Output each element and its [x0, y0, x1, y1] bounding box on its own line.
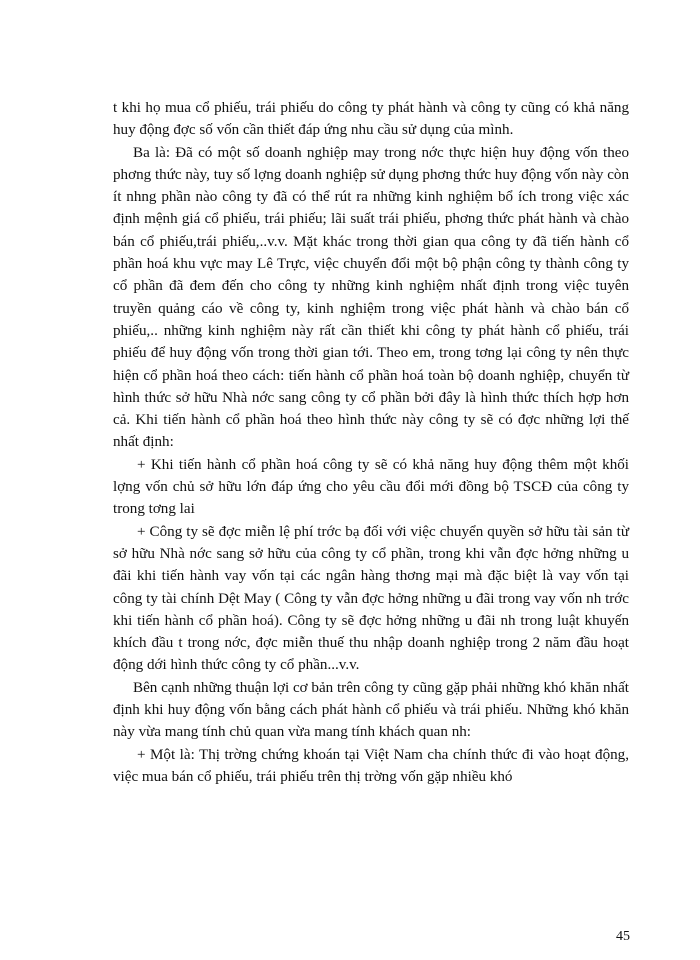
bullet-paragraph-tax: + Công ty sẽ đợc miễn lệ phí trớc bạ đối với việc chuyển quyền sở hữu tài sản từ sở hữu Nhà nớc sang sở hữu của công ty cổ phần, trong khi vẫn đợc hởng những u đãi khi tiến hành vay vốn tại các ngân hàng thơng mại mà đặc biệt là vay vốn tại công ty tài chính Dệt May ( Công ty vẫn đợc hởng những u đãi trong vay vốn nh trớc khi tiến hành cổ phần hoá). Công ty sẽ đợc hởng những u đãi nh trong luật khuyến khích đầu t trong nớc, đợc miễn thuế thu nhập doanh nghiệp trong 2 năm đầu hoạt động dới hình thức công ty cổ phần...v.v.	[113, 523, 629, 674]
body-text	[113, 97, 629, 788]
paragraph-difficulties: Bên cạnh những thuận lợi cơ bản trên công ty cũng gặp phải những khó khăn nhất định khi huy động vốn bằng cách phát hành cổ phiếu và trái phiếu. Những khó khăn này vừa mang tính chủ quan vừa mang tính khách quan nh:	[113, 679, 629, 741]
paragraph-continuation: t khi họ mua cổ phiếu, trái phiếu do công ty phát hành và công ty cũng có khả năng huy động đợc số vốn cần thiết đáp ứng nhu cầu sử dụng của mình.	[113, 100, 629, 139]
page-number: 45	[616, 929, 630, 944]
bullet-paragraph-market: + Một là: Thị trờng chứng khoán tại Việt Nam cha chính thức đi vào hoạt động, việc mua bán cổ phiếu, trái phiếu trên thị trờng vốn gặp nhiều khó	[113, 746, 629, 785]
paragraph-ba-la: Ba là: Đã có một số doanh nghiệp may trong nớc thực hiện huy động vốn theo phơng thức này, tuy số lợng doanh nghiệp sử dụng phơng thức huy động vốn này còn ít nhng phần nào công ty đã có thể rút ra những kinh nghiệm bổ ích trong việc xác định mệnh giá cổ phiếu, trái phiếu; lãi suất trái phiếu, phơng thức phát hành và chào bán cổ phiếu,trái phiếu,..v.v. Mặt khác trong thời gian qua công ty đã tiến hành cổ phần hoá khu vực may Lê Trực, việc chuyển đổi một bộ phận công ty thành công ty cổ phần đã đem đến cho công ty những kinh nghiệm nhất định trong việc tuyên truyền quảng cáo về công ty, kinh nghiệm trong việc phát hành và chào bán cổ phiếu,.. những kinh nghiệm này rất cần thiết khi công ty phát hành cổ phiếu, trái phiếu để huy động vốn trong thời gian tới. Theo em, trong tơng lại công ty nên thực hiện cổ phần hoá theo cách: tiến hành cổ phần hoá toàn bộ doanh nghiệp, chuyển từ hình thức sở hữu Nhà nớc sang công ty cổ phần bởi đây là hình thức thích hợp hơn cả. Khi tiến hành cổ phần hoá theo hình thức này công ty sẽ có đợc những lợi thế nhất định:	[113, 144, 629, 451]
bullet-paragraph-capital: + Khi tiến hành cổ phần hoá công ty sẽ có khả năng huy động thêm một khối lợng vốn chủ sở hữu lớn đáp ứng cho yêu cầu đổi mới đồng bộ TSCĐ của công ty trong tơng lai	[113, 456, 629, 518]
